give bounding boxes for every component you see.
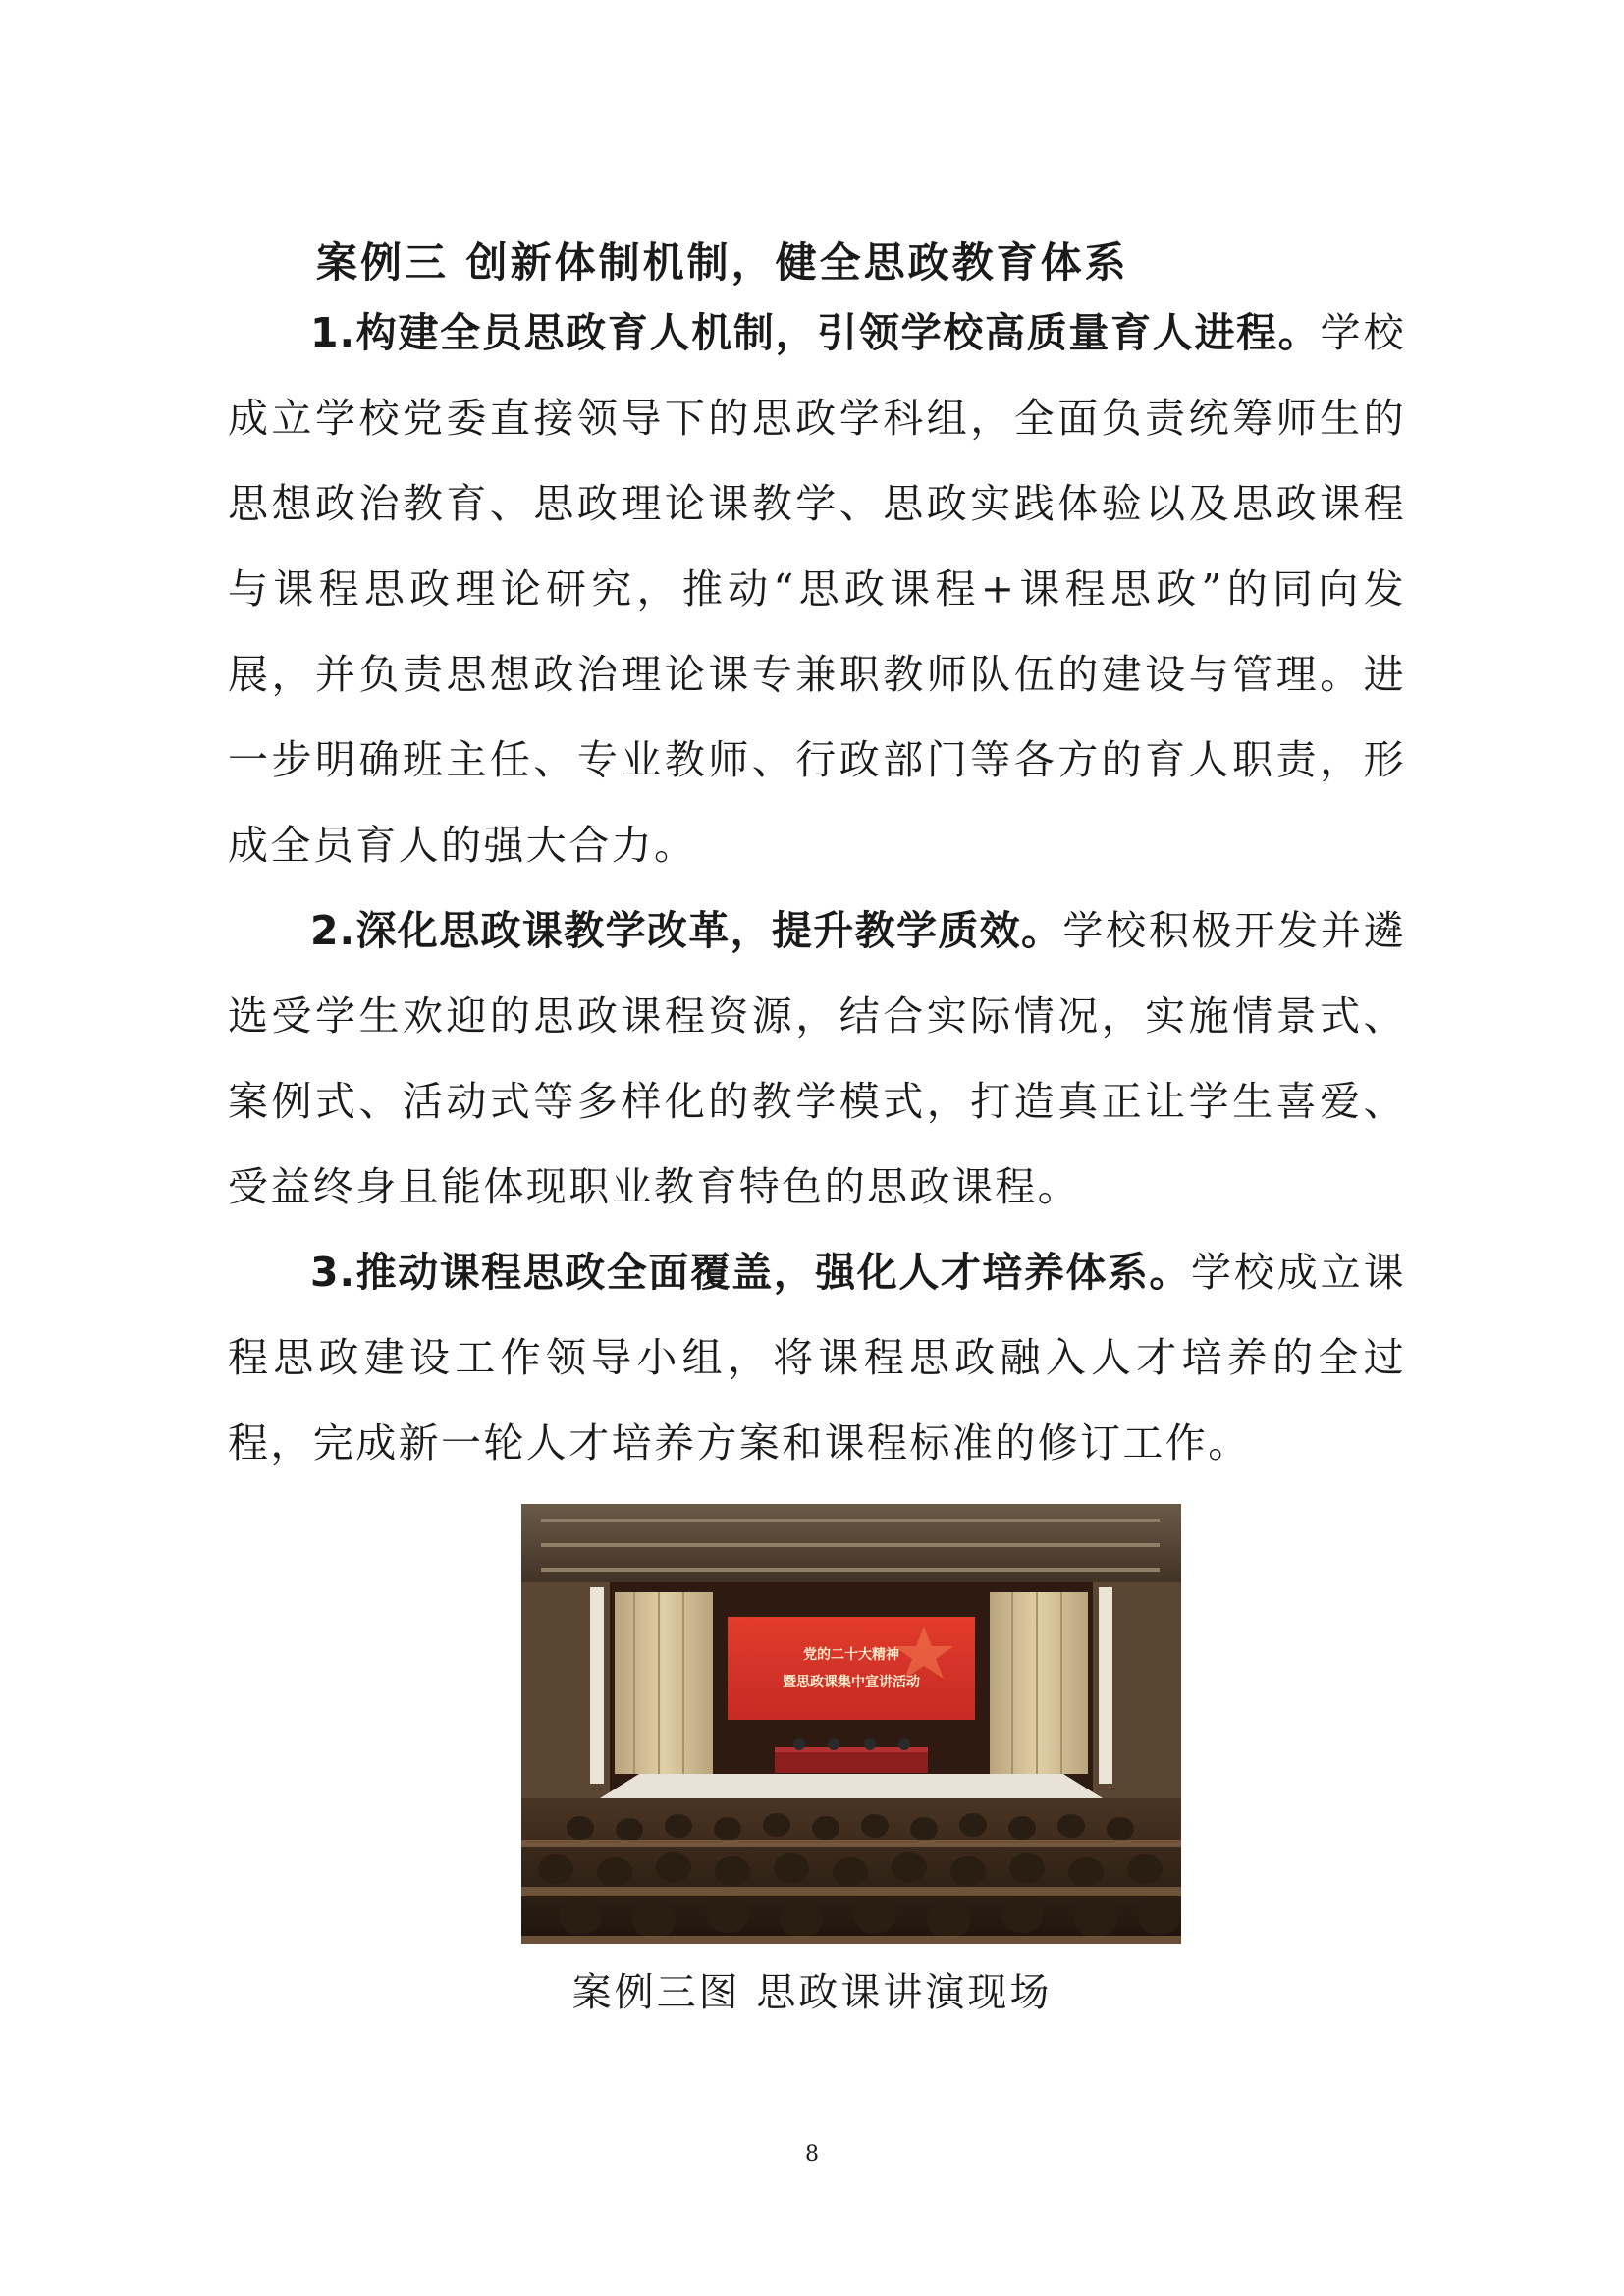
paragraph-3-lead: 3.推动课程思政全面覆盖，强化人才培养体系。 <box>310 1249 1191 1296</box>
screen-title-line2: 暨思政课集中宣讲活动 <box>783 1675 920 1690</box>
figure-caption: 案例三图 思政课讲演现场 <box>571 1970 1053 2015</box>
paragraph-1-body: 学校成立学校党委直接领导下的思政学科组，全面负责统筹师生的思想政治教育、思政理论课教学、思政实践体验以及思政课程与课程思政理论研究，推动“思政课程+课程思政”的同向发展，并负责思想政治理论课专兼职教师队伍的建设与管理。进一步明确班主任、专业教师、行政部门等各方的育人职责，形成全员育人的强大合力。 <box>228 309 1406 869</box>
paragraph-3-body: 学校成立课程思政建设工作领导小组，将课程思政融入人才培养的全过程，完成新一轮人才培养方案和课程标准的修订工作。 <box>228 1249 1406 1467</box>
paragraph-2 <box>228 888 1406 1230</box>
paragraph-1-lead: 1.构建全员思政育人机制，引领学校高质量育人进程。 <box>310 309 1321 356</box>
section-title: 案例三 创新体制机制，健全思政教育体系 <box>316 239 1129 287</box>
page-number: 8 <box>805 2142 819 2166</box>
auditorium-photo <box>521 1504 1181 1944</box>
paragraph-1 <box>228 291 1406 888</box>
paragraph-2-body: 学校积极开发并遴选受学生欢迎的思政课程资源，结合实际情况，实施情景式、案例式、活动式等多样化的教学模式，打造真正让学生喜爱、受益终身且能体现职业教育特色的思政课程。 <box>228 907 1406 1210</box>
paragraph-2-lead: 2.深化思政课教学改革，提升教学质效。 <box>310 907 1063 954</box>
screen-title-line1: 党的二十大精神 <box>803 1647 899 1663</box>
paragraph-3 <box>228 1230 1406 1486</box>
